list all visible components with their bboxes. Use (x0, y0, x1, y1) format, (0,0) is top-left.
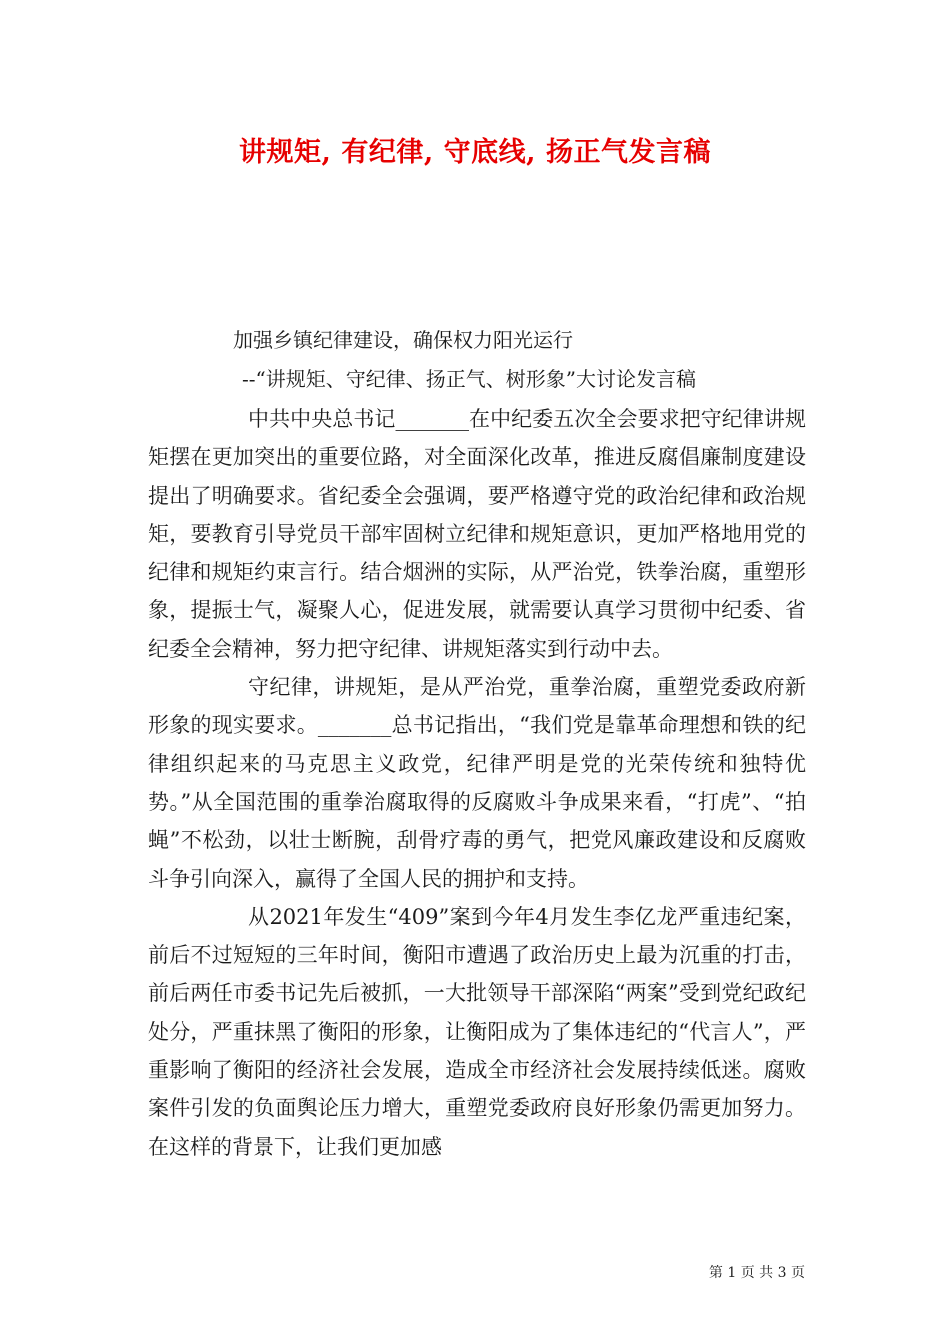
body-paragraph-1: 中共中央总书记_______在中纪委五次全会要求把守纪律讲规矩摆在更加突出的重要位路，对全面深化改革，推进反腐倡廉制度建设提出了明确要求。省纪委全会强调，要严格遵守党的政治纪律和政治规矩，要教育引导党员干部牢固树立纪律和规矩意识，更加严格地用党的纪律和规矩约束言行。结合烟洲的实际，从严治党，铁拳治腐，重塑形象，提振士气，凝聚人心，促进发展，就需要认真学习贯彻中纪委、省纪委全会精神，努力把守纪律、讲规矩落实到行动中去。 (148, 407, 806, 661)
page-number: 第 1 页 共 3 页 (708, 1265, 805, 1281)
body-paragraph-3: 从2021年发生“409”案到今年4月发生李亿龙严重违纪案，前后不过短短的三年时间，衡阳市遭遇了政治历史上最为沉重的打击，前后两任市委书记先后被抓，一大批领导干部深陷“两案”受到党纪政纪处分，严重抹黑了衡阳的形象，让衡阳成为了集体违纪的“代言人”，严重影响了衡阳的经济社会发展，造成全市经济社会发展持续低迷。腐败案件引发的负面舆论压力增大，重塑党委政府良好形象仍需更加努力。在这样的背景下，让我们更加感 (148, 904, 806, 1159)
body-paragraph-2: 守纪律，讲规矩，是从严治党，重拳治腐，重塑党委政府新形象的现实要求。_______总书记指出，“我们党是靠革命理想和铁的纪律组织起来的马克思主义政党，纪律严明是党的光荣传统和独特优势。”从全国范围的重拳治腐取得的反腐败斗争成果来看，“打虎”、“拍蝇”不松劲，以壮士断腕，刮骨疗毒的勇气，把党风廉政建设和反腐败斗争引向深入，赢得了全国人民的拥护和支持。 (148, 675, 806, 891)
document-body (148, 400, 806, 1166)
document-title: 讲规矩, 有纪律, 守底线, 扬正气发言稿 (239, 137, 711, 168)
subtitle-line-2: --“讲规矩、守纪律、扬正气、树形象”大讨论发言稿 (242, 367, 696, 391)
subtitle-line-1: 加强乡镇纪律建设，确保权力阳光运行 (233, 328, 573, 352)
